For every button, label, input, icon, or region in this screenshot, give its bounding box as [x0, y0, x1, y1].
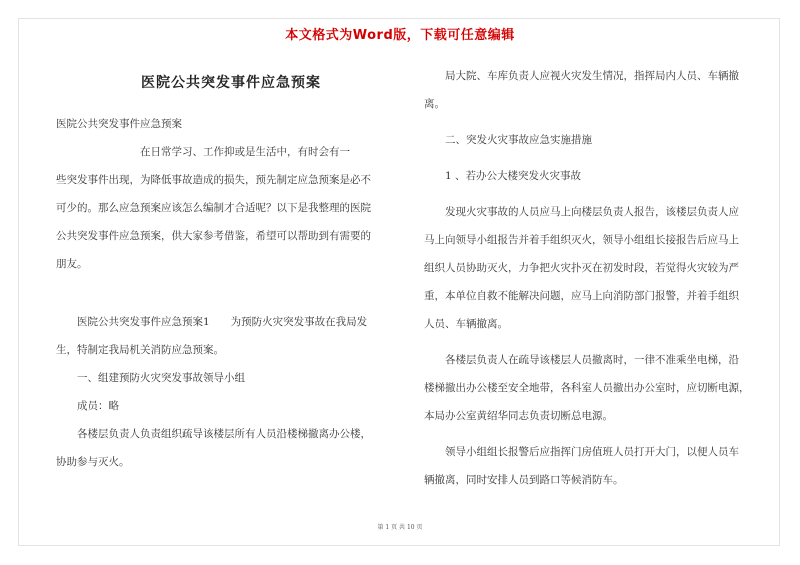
para-1-line-4: 重，本单位自救不能解决问题，应马上向消防部门报警，并着手组织 [424, 290, 739, 302]
format-banner: 本文格式为Word版，下载可任意编辑 [285, 28, 515, 43]
para-2-line-3: 本局办公室黄绍华同志负责切断总电源。 [424, 410, 613, 422]
para-3-line-2: 辆撤离，同时安排人员到路口等候消防车。 [424, 474, 624, 486]
intro-line-2: 些突发事件出现，为降低事故造成的损失，预先制定应急预案是必不 [56, 174, 371, 186]
intro-line-5: 朋友。 [56, 258, 88, 270]
section-2-heading: 二、突发火灾事故应急实施措施 [445, 134, 592, 146]
item-1-heading: 1 、若办公大楼突发火灾事故 [445, 170, 582, 182]
plan-line-1: 医院公共突发事件应急预案1 为预防火灾突发事故在我局发 [77, 316, 368, 328]
page-number: 第 1 页 共 10 页 [377, 524, 423, 531]
intro-line-1: 在日常学习、工作抑或是生活中，有时会有一 [140, 146, 350, 158]
right-column [424, 62, 774, 494]
subtitle: 医院公共突发事件应急预案 [56, 118, 182, 130]
para-2-line-1: 各楼层负责人在疏导该楼层人员撤离时，一律不准乘坐电梯，沿 [445, 354, 739, 366]
members-line: 成员：略 [77, 400, 119, 412]
floor-line-1: 各楼层负责人负责组织疏导该楼层所有人员沿楼梯撤离办公楼， [77, 428, 371, 440]
para-1-line-1: 发现火灾事故的人员应马上向楼层负责人报告，该楼层负责人应 [445, 206, 739, 218]
floor-line-2: 协助参与灭火。 [56, 456, 130, 468]
left-column [56, 62, 396, 476]
plan-line-2: 生，特制定我局机关消防应急预案。 [56, 344, 224, 356]
para-1-line-5: 人员、车辆撤离。 [424, 318, 508, 330]
section-1-heading: 一、组建预防火灾突发事故领导小组 [77, 372, 245, 384]
para-1-line-2: 马上向领导小组报告并着手组织灭火，领导小组组长接报告后应马上 [424, 234, 739, 246]
intro-line-3: 可少的。那么应急预案应该怎么编制才合适呢？以下是我整理的医院 [56, 202, 371, 214]
intro-line-4: 公共突发事件应急预案，供大家参考借鉴，希望可以帮助到有需要的 [56, 230, 371, 242]
right-line-1: 局大院、车库负责人应视火灾发生情况，指挥局内人员、车辆撤 [445, 70, 739, 82]
para-1-line-3: 组织人员协助灭火，力争把火灾扑灭在初发时段，若觉得火灾较为严 [424, 262, 739, 274]
document-title: 医院公共突发事件应急预案 [141, 75, 321, 91]
para-3-line-1: 领导小组组长报警后应指挥门房值班人员打开大门，以便人员车 [445, 446, 739, 458]
right-line-2: 离。 [424, 98, 445, 110]
para-2-line-2: 楼梯撤出办公楼至安全地带，各科室人员撤出办公室时，应切断电源， [424, 382, 750, 394]
